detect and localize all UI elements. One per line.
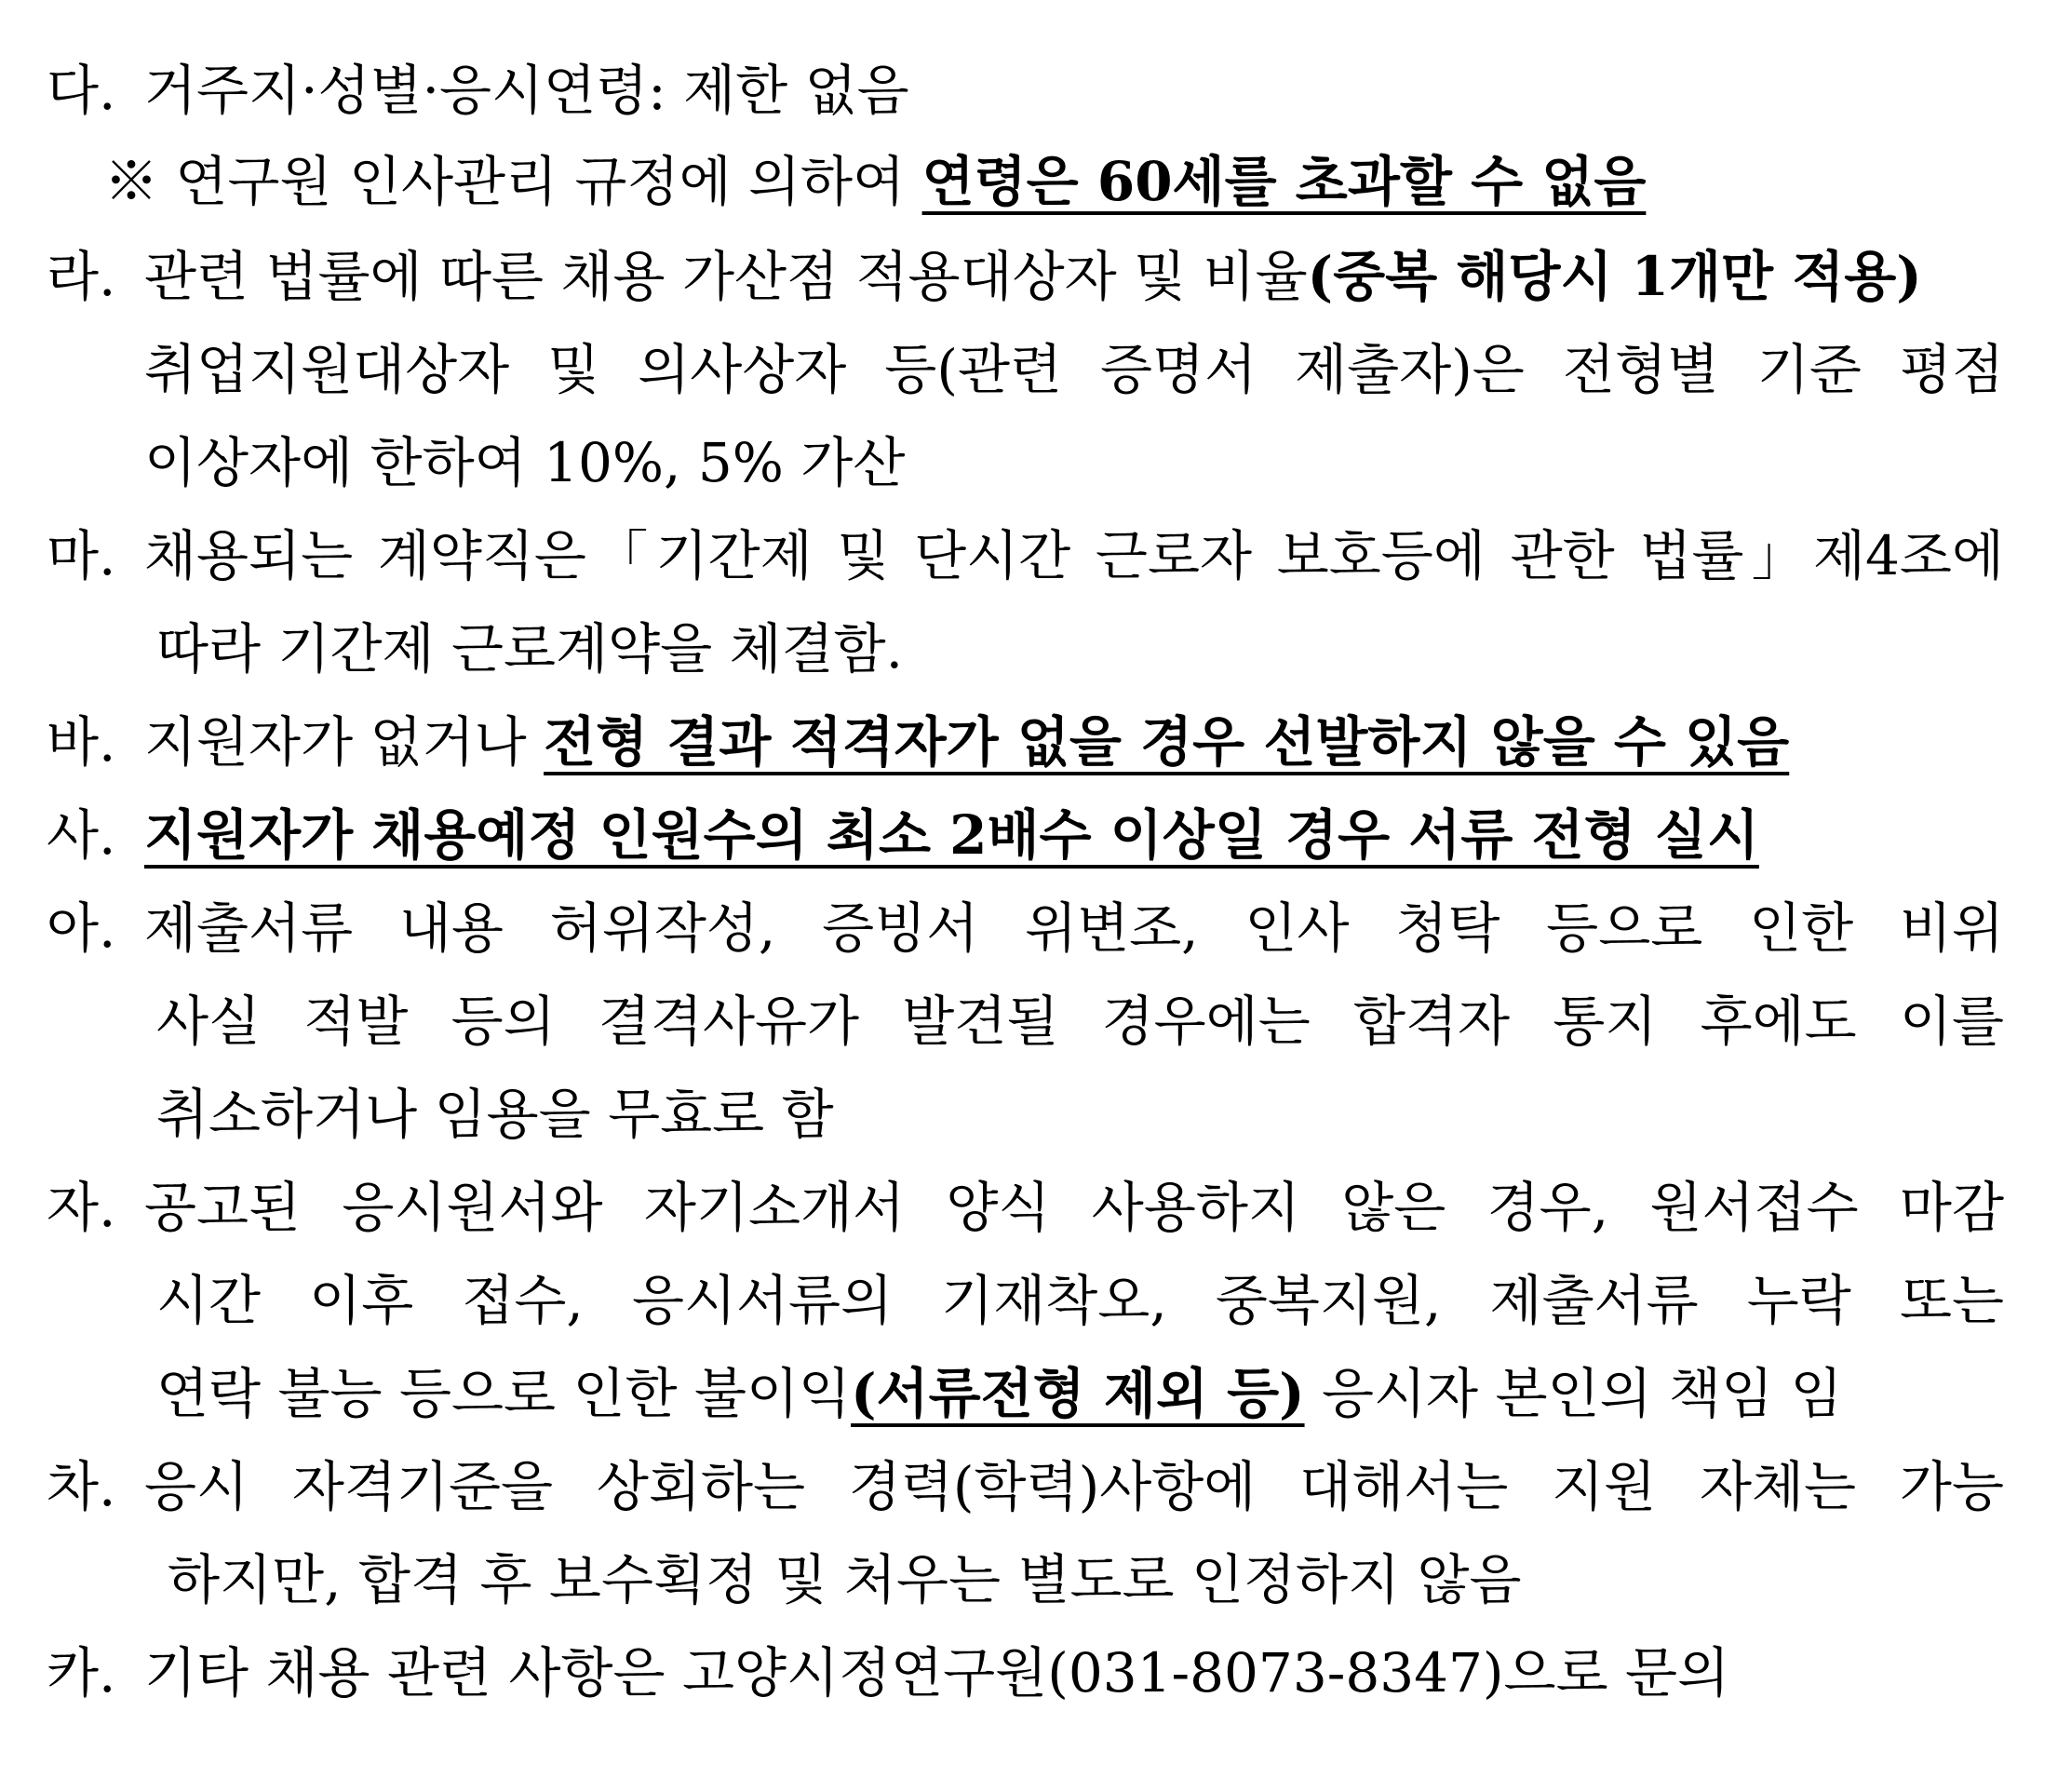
item-ra-line-2: 취업지원대상자 및 의사상자 등(관련 증명서 제출자)은 전형별 기준 평점 (144, 338, 2004, 401)
item-ba-line-1-emphasis: 전형 결과 적격자가 없을 경우 선발하지 않을 수 있음 (544, 710, 1790, 774)
item-ja-line-2: 시간 이후 접수, 응시서류의 기재착오, 중복지원, 제출서류 누락 또는 (156, 1269, 2004, 1332)
marker-sa: 사. (47, 803, 116, 867)
item-ra-line-1-text: 관련 법률에 따른 채용 가산점 적용대상자 및 비율 (144, 245, 1308, 308)
marker-ma: 마. (47, 524, 116, 587)
item-da-line-1: 거주지·성별·응시연령: 제한 없음 (144, 59, 909, 122)
item-ba-line-1 (144, 709, 1789, 784)
marker-a: 아. (47, 896, 116, 960)
item-ka-line-1: 기타 채용 관련 사항은 고양시정연구원(031-8073-8347)으로 문의 (144, 1641, 1730, 1704)
item-ma-line-2: 따라 기간제 근로계약을 체결함. (156, 617, 904, 680)
marker-ka: 카. (47, 1641, 116, 1704)
item-ja-line-3 (156, 1361, 1843, 1435)
marker-cha: 차. (47, 1455, 116, 1518)
item-ja-line-3-emphasis: (서류전형 제외 등) (851, 1362, 1305, 1425)
item-a-line-2: 사실 적발 등의 결격사유가 발견될 경우에는 합격자 통지 후에도 이를 (156, 990, 2004, 1053)
note-emphasis: 연령은 60세를 초과할 수 없음 (921, 150, 1647, 213)
item-ja-line-1: 공고된 응시원서와 자기소개서 양식 사용하지 않은 경우, 원서접수 마감 (144, 1176, 2004, 1239)
item-ra-line-1-emphasis: (중복 해당시 1개만 적용) (1307, 245, 1922, 308)
item-ja-line-3-tail: 응시자 본인의 책임 임 (1304, 1362, 1843, 1425)
item-a-line-3: 취소하거나 임용을 무효로 함 (156, 1083, 834, 1146)
note-text: ※ 연구원 인사관리 규정에 의하여 (104, 150, 922, 213)
item-sa-line-1 (144, 802, 1759, 877)
item-ja-line-3-text: 연락 불능 등으로 인한 불이익 (156, 1362, 852, 1425)
marker-ba: 바. (47, 710, 116, 774)
item-sa-line-1-emphasis: 지원자가 채용예정 인원수의 최소 2배수 이상일 경우 서류 전형 실시 (144, 803, 1759, 867)
item-cha-line-1: 응시 자격기준을 상회하는 경력(학력)사항에 대해서는 지원 자체는 가능 (144, 1455, 2004, 1518)
marker-da: 다. (47, 59, 116, 122)
marker-ra: 라. (47, 245, 116, 308)
marker-ja: 자. (47, 1176, 116, 1239)
item-ra-line-1 (144, 244, 1922, 318)
item-a-line-1: 제출서류 내용 허위작성, 증빙서 위변조, 인사 청탁 등으로 인한 비위 (144, 896, 2004, 960)
item-ba-line-1-text: 지원자가 없거나 (144, 710, 545, 774)
note-line (104, 149, 1646, 223)
item-ma-line-1: 채용되는 계약직은「기간제 및 단시간 근로자 보호등에 관한 법률」제4조에 (144, 524, 2004, 587)
item-ra-line-3: 이상자에 한하여 10%, 5% 가산 (144, 431, 906, 494)
item-cha-line-2: 하지만, 합격 후 보수획정 및 처우는 별도로 인정하지 않음 (168, 1548, 1522, 1611)
